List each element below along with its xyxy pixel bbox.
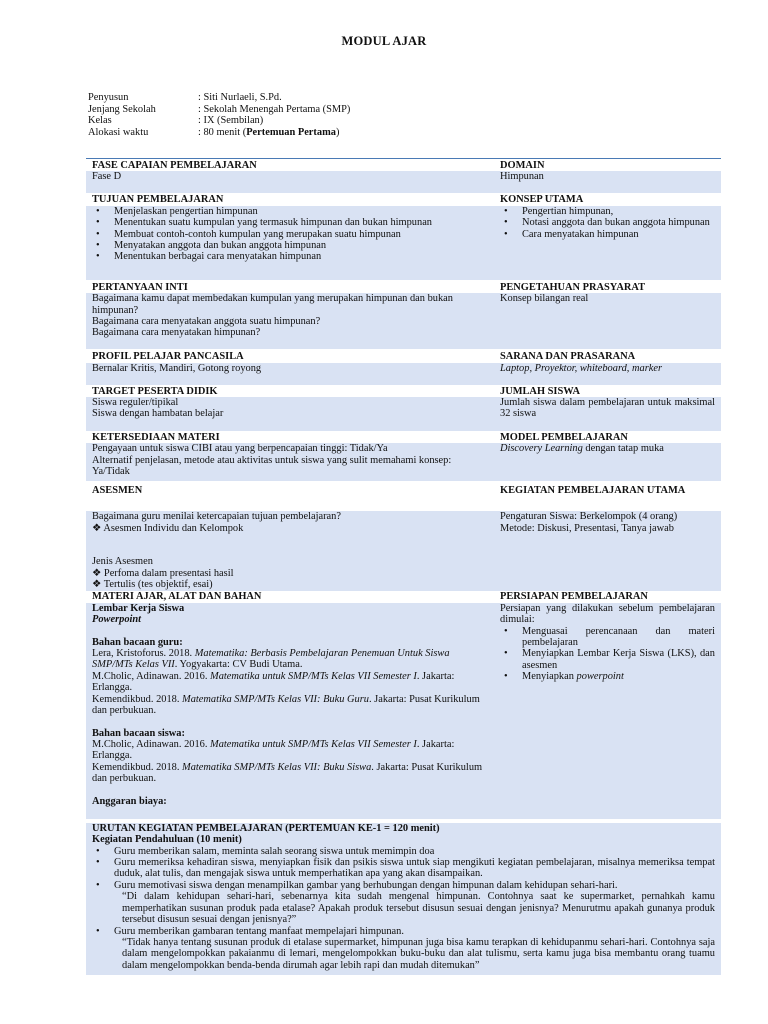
key-questions (86, 293, 492, 349)
table-top-rule (86, 158, 721, 159)
budget-label: Anggaran biaya: (92, 795, 167, 807)
list-item: • Membuat contoh-contoh kumpulan yang merupakan suatu himpunan (92, 229, 488, 240)
target-students (86, 397, 492, 431)
materials-block (86, 603, 492, 819)
reference-item: Lera, Kristoforus. 2018. Matematika: Berbasis Pembelajaran Penemuan Untuk Siswa SMP/MTs Kelas VII. Yogyakarta: CV Budi Utama. (92, 648, 450, 671)
section-heading: KONSEP UTAMA (492, 194, 721, 205)
section-value: Fase D (86, 171, 492, 193)
reference-item: Kemendikbud. 2018. Matematika SMP/MTs Kelas VII: Buku Guru. Jakarta: Pusat Kurikulum dan perbukuan. (92, 693, 480, 717)
section-heading: SARANA DAN PRASARANA (492, 351, 721, 362)
reference-item: M.Cholic, Adinawan. 2016. Matematika untuk SMP/MTs Kelas VII Semester I. Jakarta: Erlangga. (92, 738, 455, 762)
section-heading: TARGET PESERTA DIDIK (86, 386, 492, 397)
list-item: • Menjelaskan pengertian himpunan (92, 206, 488, 217)
sub-heading: Kegiatan Pendahuluan (10 menit) (86, 834, 721, 845)
student-reading-heading: Bahan bacaan siswa: (92, 727, 185, 739)
section-value: Laptop, Proyektor, whiteboard, marker (492, 363, 721, 385)
question-text: Bagaimana kamu dapat membedakan kumpulan yang merupakan himpunan dan bukan himpunan? (92, 293, 453, 316)
section-heading: PERTANYAAN INTI (86, 282, 492, 293)
availability-line: Pengayaan untuk siswa CIBI atau yang berpencapaian tinggi: Tidak/Ya (92, 443, 388, 455)
assessment-item: ❖ Asesmen Individu dan Kelompok (92, 522, 244, 534)
module-table (86, 160, 721, 975)
section-heading: JUMLAH SISWA (492, 386, 721, 397)
preparation-intro: Persiapan yang dilakukan sebelum pembelajaran dimulai: (500, 602, 715, 626)
meta-label: Alokasi waktu (88, 126, 149, 138)
section-heading: ASESMEN (86, 483, 492, 511)
section-heading: FASE CAPAIAN PEMBELAJARAN (86, 160, 492, 171)
section-heading: KEGIATAN PEMBELAJARAN UTAMA (492, 483, 721, 511)
target-item: Siswa reguler/tipikal (92, 397, 179, 409)
assessment-item: ❖ Perfoma dalam presentasi hasil (92, 567, 234, 579)
preparation-block (492, 603, 721, 819)
section-heading: MODEL PEMBELAJARAN (492, 432, 721, 443)
list-item: • Pengertian himpunan, (500, 206, 715, 217)
meta-label: Jenjang Sekolah (88, 103, 156, 115)
assessment-type-label: Jenis Asesmen (92, 556, 153, 568)
material-availability (86, 443, 492, 481)
section-value: Bernalar Kritis, Mandiri, Gotong royong (86, 363, 492, 385)
assessment-block (86, 511, 492, 591)
material-item: Powerpoint (92, 614, 142, 626)
list-item: • Guru memberikan salam, meminta salah seorang siswa untuk memimpin doa (92, 846, 715, 857)
list-item: • Menyiapkan Lembar Kerja Siswa (LKS), dan asesmen (500, 648, 715, 671)
quoted-text: “Tidak hanya tentang susunan produk di etalase supermarket, himpunan juga bisa kamu terapkan di kehidupanmu sehari-hari. Contohnya saja dalam mengelompokkan pakaianmu di lemari, mengelompokkan buku-buku dan alat tulismu, serta kamu juga bisa membantu orang tuamu dalam mengelompokkan benda-benda dirumah agar lebih rapi dan mudah ditemukan” (122, 936, 715, 971)
target-item: Siswa dengan hambatan belajar (92, 408, 224, 420)
list-item: • Guru memeriksa kehadiran siswa, menyiapkan fisik dan psikis siswa untuk siap mengikuti kegiatan pembelajaran, misalnya memeriksa tempat duduk, alat tulis, dan mengajak siswa untuk memperhatikan apa yang akan disampaikan. (92, 857, 715, 880)
list-item: • Notasi anggota dan bukan anggota himpunan (500, 217, 715, 228)
meta-label: Penyusun (88, 92, 129, 103)
list-item: • Menentukan berbagai cara menyatakan himpunan (92, 251, 488, 262)
assessment-question: Bagaimana guru menilai ketercapaian tujuan pembelajaran? (92, 511, 341, 523)
section-value: Discovery Learning dengan tatap muka (492, 443, 721, 481)
section-heading: PERSIAPAN PEMBELAJARAN (492, 591, 721, 602)
identity-block (88, 92, 350, 138)
section-heading: TUJUAN PEMBELAJARAN (86, 194, 492, 205)
assessment-item: ❖ Tertulis (tes objektif, esai) (92, 579, 213, 591)
activity-line: Pengaturan Siswa: Berkelompok (4 orang) (500, 511, 678, 523)
list-item: • Menyatakan anggota dan bukan anggota himpunan (92, 240, 488, 251)
teacher-reading-heading: Bahan bacaan guru: (92, 636, 183, 648)
list-item: • Menentukan suatu kumpulan yang termasuk himpunan dan bukan himpunan (92, 217, 488, 228)
availability-line: Alternatif penjelasan, metode atau aktivitas untuk siswa yang sulit memahami konsep: Ya/Tidak (92, 454, 452, 478)
meta-value: : IX (Sembilan) (198, 115, 264, 126)
meta-value: : Siti Nurlaeli, S.Pd. (198, 92, 282, 103)
section-value: Jumlah siswa dalam pembelajaran untuk maksimal 32 siswa (492, 397, 721, 431)
page-title: MODUL AJAR (341, 34, 427, 48)
section-heading: MATERI AJAR, ALAT DAN BAHAN (86, 591, 492, 602)
list-item: • Menguasai perencanaan dan materi pembelajaran (500, 626, 715, 649)
list-item: • Menyiapkan powerpoint (500, 671, 715, 682)
section-value: Konsep bilangan real (492, 293, 721, 349)
quoted-text: “Di dalam kehidupan sehari-hari, sebenarnya kita sudah mengenal himpunan. Contohnya saat ke supermarket, pernahkah kamu memperhatikan susunan produk pada etalase? Apakah produk tersebut disusun sesuai dengan jenisnya? Menurutmu apakah gunanya produk tersebut disusun sesuai dengan jenisnya?” (122, 891, 715, 926)
reference-item: M.Cholic, Adinawan. 2016. Matematika untuk SMP/MTs Kelas VII Semester I. Jakarta: Erlangga. (92, 670, 455, 694)
question-text: Bagaimana cara menyatakan anggota suatu himpunan? (92, 316, 321, 328)
section-value: Himpunan (492, 171, 721, 193)
activity-sequence (86, 846, 721, 975)
section-heading: URUTAN KEGIATAN PEMBELAJARAN (PERTEMUAN KE-1 = 120 menit) (86, 823, 721, 834)
section-heading: KETERSEDIAAN MATERI (86, 432, 492, 443)
objectives-list (86, 206, 492, 280)
section-heading: PENGETAHUAN PRASYARAT (492, 282, 721, 293)
meta-label: Kelas (88, 115, 112, 126)
main-activity-block (492, 511, 721, 591)
concepts-list (492, 206, 721, 280)
list-item: • Cara menyatakan himpunan (500, 229, 715, 240)
meta-value: : 80 menit (Pertemuan Pertama) (198, 126, 340, 138)
material-item: Lembar Kerja Siswa (92, 602, 185, 614)
reference-item: Kemendikbud. 2018. Matematika SMP/MTs Kelas VII: Buku Siswa. Jakarta: Pusat Kurikulum dan perbukuan. (92, 761, 483, 785)
list-item: • Guru memberikan gambaran tentang manfaat mempelajari himpunan. (92, 926, 715, 937)
section-heading: PROFIL PELAJAR PANCASILA (86, 351, 492, 362)
meta-value: : Sekolah Menengah Pertama (SMP) (198, 103, 351, 115)
question-text: Bagaimana cara menyatakan himpunan? (92, 327, 261, 339)
list-item: • Guru memotivasi siswa dengan menampilkan gambar yang berhubungan dengan himpunan dalam kehidupan sehari-hari. (92, 880, 715, 891)
activity-line: Metode: Diskusi, Presentasi, Tanya jawab (500, 522, 674, 534)
section-heading: DOMAIN (492, 160, 721, 171)
